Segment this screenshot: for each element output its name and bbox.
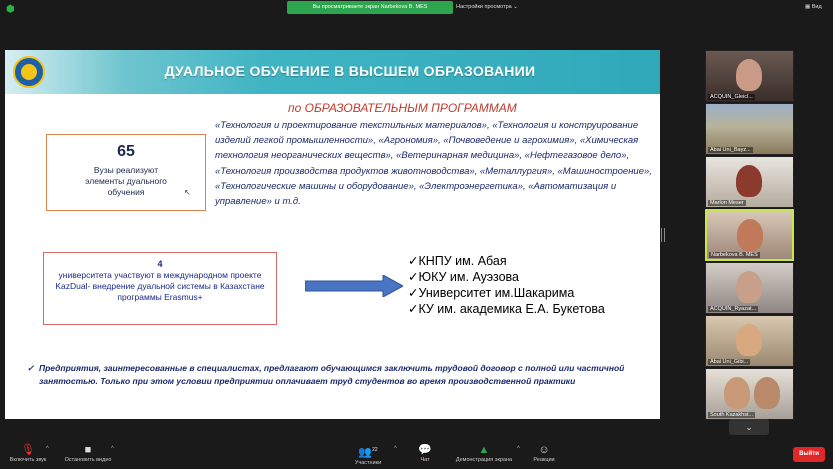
participant-tile[interactable] (705, 50, 794, 102)
chat-button[interactable] (414, 443, 436, 463)
list-item: ✓ЮКУ им. Ауэзова (408, 270, 519, 284)
kazdual-box (43, 252, 277, 325)
participants-count: 22 (372, 447, 378, 453)
participant-tile[interactable] (705, 156, 794, 208)
participant-name: ACQUIN_Gleicl... (710, 94, 753, 100)
view-label: Вид (811, 4, 822, 10)
universities-count-box (46, 134, 206, 211)
participant-name: South Kazakhst... (710, 412, 754, 418)
view-settings-menu[interactable]: Настройки просмотра ⌄ (456, 4, 518, 10)
universities-count-text: Вузы реализуют элементы дуального обучения (85, 165, 167, 197)
unmute-button[interactable] (4, 443, 52, 463)
employer-note (27, 362, 637, 387)
audio-options-caret-icon[interactable]: ^ (46, 446, 49, 452)
participant-tile[interactable] (705, 368, 794, 420)
share-screen-button[interactable] (448, 443, 520, 463)
stop-video-button[interactable] (58, 443, 118, 463)
programs-list: «Технология и проектирование текстильных материалов», «Технология и конструирование изделий легкой промышленности», «Агрономия», «Почвоведение и агрохимия», «Химическая технология неорганических веществ», «Ветеринарная медицина», «Нефтегазовое дело», «Технология производства продуктов животноводства», «Металлургия», «Машиностроение», «Технологические машины и оборудование», «Электроэнергетика», «Автоматизация и управление» и т.д. (215, 120, 652, 208)
slide-banner (5, 50, 660, 94)
chevron-down-icon: ⌄ (745, 422, 753, 432)
participants-label: Участники (354, 459, 382, 466)
unmute-label: Включить звук (9, 457, 47, 463)
view-button[interactable] (805, 4, 822, 10)
screen-share-banner: Вы просматриваете экран Narbekova B. MES (287, 1, 453, 14)
kazdual-count: 4 (157, 259, 163, 269)
ministry-logo (13, 56, 45, 88)
check-icon: ✓ (27, 363, 35, 373)
shield-icon[interactable]: ⬢ (6, 4, 15, 15)
participant-tile[interactable] (705, 103, 794, 155)
list-item: ✓Университет им.Шакарима (408, 286, 575, 300)
splitter-handle[interactable] (661, 228, 665, 242)
slide-title: ДУАЛЬНОЕ ОБУЧЕНИЕ В ВЫСШЕМ ОБРАЗОВАНИИ (164, 63, 536, 79)
participant-tile-active[interactable] (705, 209, 794, 261)
video-options-caret-icon[interactable]: ^ (111, 446, 114, 452)
reactions-label: Реакции (533, 457, 555, 463)
mouse-cursor-icon: ↖ (184, 188, 191, 197)
slide-subheading: по ОБРАЗОВАТЕЛЬНЫМ ПРОГРАММАМ (288, 101, 517, 115)
list-item: ✓КНПУ им. Абая (408, 254, 507, 268)
stop-video-label: Остановить видео (64, 457, 112, 463)
participant-tile[interactable] (705, 262, 794, 314)
participants-caret-icon[interactable]: ^ (394, 446, 397, 452)
shared-slide (5, 50, 660, 419)
university-list (408, 253, 605, 317)
list-item: ✓КУ им. академика Е.А. Букетова (408, 302, 605, 316)
participants-button[interactable] (350, 443, 386, 466)
share-screen-label: Демонстрация экрана (455, 457, 513, 463)
participant-name: Abai Uni_Gibi... (710, 359, 749, 365)
participant-gallery (705, 50, 794, 421)
participants-icon: 👥$^{22}$ (358, 446, 378, 459)
reactions-icon: ☺ (538, 444, 550, 456)
top-bar (0, 0, 833, 20)
participant-tile[interactable] (705, 315, 794, 367)
meeting-toolbar (0, 440, 833, 469)
employer-note-text: Предприятия, заинтересованные в специалистах, предлагают обучающимся заключить трудовой договор с полной или частичной занятостью. Только при этом условии предприятии оплачивает труд студентов во время производственной практики (39, 363, 625, 386)
participant-name: ACQUIN_Ryazat... (710, 306, 757, 312)
kazdual-text: университета участвуют в международном проекте KazDual- внедрение дуальной системы в Казахстане программы Erasmus+ (55, 270, 265, 302)
participant-name: Abai Uni_Bayz... (710, 147, 751, 153)
chat-icon: 💬 (418, 444, 432, 456)
share-options-caret-icon[interactable]: ^ (517, 446, 520, 452)
grid-icon: ▦ (805, 4, 811, 10)
share-screen-icon: ▲ (478, 444, 490, 456)
video-camera-icon: ■ (84, 444, 92, 456)
mic-muted-icon: 🎙 (21, 444, 35, 456)
participant-name: Marlon Meser (710, 200, 744, 206)
leave-meeting-button[interactable]: Выйти (793, 447, 825, 462)
participant-name: Narbekova B. MES (711, 252, 758, 258)
right-arrow-icon (305, 275, 403, 297)
universities-count: 65 (117, 143, 135, 160)
gallery-scroll-down-button[interactable] (729, 419, 769, 435)
chat-label: Чат (420, 457, 430, 463)
reactions-button[interactable] (528, 443, 560, 463)
